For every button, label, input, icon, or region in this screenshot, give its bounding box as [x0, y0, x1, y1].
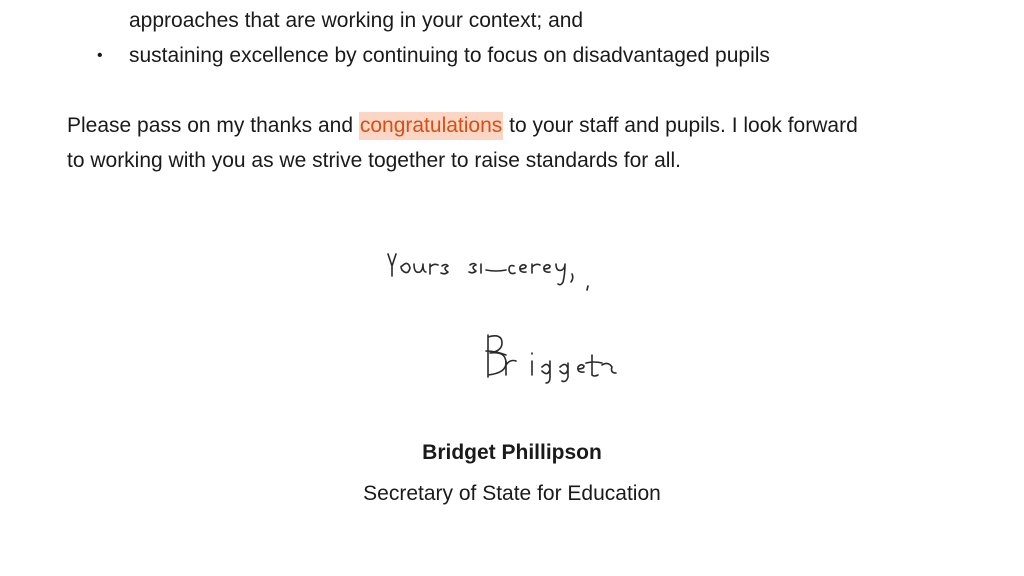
closing-paragraph-line-1: [67, 115, 858, 136]
closing-text-after: to your staff and pupils. I look forward: [503, 114, 858, 137]
signature-handwriting: [480, 325, 640, 385]
highlighted-word: congratulations: [359, 112, 503, 140]
closing-paragraph-line-2: to working with you as we strive together to raise standards for all.: [67, 149, 681, 172]
signatory-name: Bridget Phillipson: [422, 441, 602, 464]
closing-text-before: Please pass on my thanks and: [67, 114, 359, 137]
bullet-dot: •: [97, 47, 103, 64]
signoff-handwriting: [380, 240, 620, 300]
bullet-item-text: sustaining excellence by continuing to focus on disadvantaged pupils: [129, 44, 770, 67]
bullet-continuation-text: approaches that are working in your context; and: [129, 9, 584, 32]
signatory-title: Secretary of State for Education: [363, 482, 661, 505]
